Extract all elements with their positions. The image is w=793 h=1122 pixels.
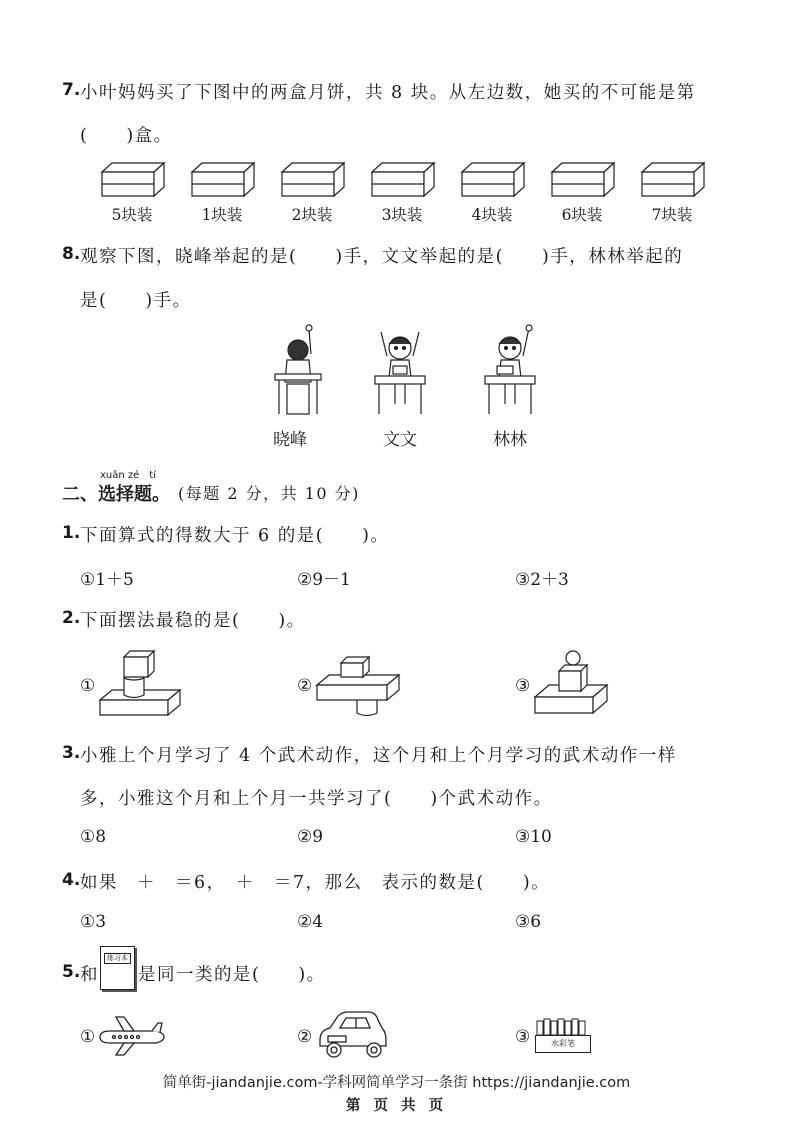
airplane-icon: [98, 1015, 168, 1055]
student-name-linlin: 林林: [493, 430, 527, 450]
box-label-3: 2块装: [291, 206, 333, 224]
choice-4-option-2: ②4: [297, 912, 324, 932]
notebook-icon: [100, 946, 135, 990]
watercolor-pens-icon: [535, 1017, 591, 1053]
box-label-7: 7块装: [651, 206, 693, 224]
watercolor-pens-label: 水彩笔: [535, 1035, 591, 1053]
mooncake-box-drawings: [0, 160, 793, 240]
choice-2-text: 下面摆法最稳的是( )。: [80, 611, 306, 631]
choice-3-number: 3.: [62, 743, 81, 763]
choice-1-option-3: ③2＋3: [515, 570, 569, 590]
stacking-arrangements-illustration: [95, 645, 715, 725]
footer-page-number: 第 页 共 页: [345, 1098, 448, 1114]
choice-5-marker-2: ②: [297, 1027, 313, 1047]
choice-1-text: 下面算式的得数大于 6 的是( )。: [80, 526, 390, 546]
choice-2-marker-1: ①: [80, 676, 96, 696]
question-8-blank-line: 是( )手。: [80, 291, 192, 311]
choice-5-number: 5.: [62, 962, 81, 982]
choice-4-option-1: ①3: [80, 912, 107, 932]
box-label-2: 1块装: [201, 206, 243, 224]
student-name-xiaofeng: 晓峰: [273, 430, 307, 450]
choice-1-option-1: ①1＋5: [80, 570, 134, 590]
choice-4-number: 4.: [62, 870, 81, 890]
notebook-label: 练习本: [104, 953, 131, 964]
section-2-pinyin: xuǎn zé tí: [100, 470, 157, 481]
choice-1-option-2: ②9－1: [297, 570, 351, 590]
box-label-6: 6块装: [561, 206, 603, 224]
pens-row-icon: [535, 1017, 591, 1037]
toy-car-icon: [316, 1010, 388, 1060]
choice-5-marker-1: ①: [80, 1027, 96, 1047]
footer-source: 简单街-jiandanjie.com-学科网简单学习一条街 https://jiandanjie.com: [162, 1075, 631, 1091]
choice-3-option-3: ③10: [515, 827, 552, 847]
choice-5-marker-3: ③: [515, 1027, 531, 1047]
box-label-1: 5块装: [111, 206, 153, 224]
box-label-4: 3块装: [381, 206, 423, 224]
choice-3-option-2: ②9: [297, 827, 324, 847]
question-8-number: 8.: [62, 244, 81, 264]
choice-3-option-1: ①8: [80, 827, 107, 847]
question-7-blank-line: ( )盒。: [80, 126, 173, 146]
question-8-text: 观察下图，晓峰举起的是( )手，文文举起的是( )手，林林举起的: [80, 247, 684, 267]
choice-2-number: 2.: [62, 608, 81, 628]
choice-3-blank-line: 多，小雅这个月和上个月一共学习了( )个武术动作。: [80, 789, 553, 809]
section-2-title: 二、选择题。: [62, 484, 170, 505]
choice-4-option-3: ③6: [515, 912, 542, 932]
choice-1-number: 1.: [62, 523, 81, 543]
choice-5-text-post: 是同一类的是( )。: [138, 965, 326, 985]
box-label-5: 4块装: [471, 206, 513, 224]
question-7-number: 7.: [62, 80, 81, 100]
choice-2-marker-2: ②: [297, 676, 313, 696]
section-2-note: (每题 2 分，共 10 分): [178, 484, 360, 503]
students-raising-hands-illustration: [265, 322, 565, 422]
choice-5-text-pre: 和: [80, 965, 99, 985]
choice-2-marker-3: ③: [515, 676, 531, 696]
question-7-text: 小叶妈妈买了下图中的两盒月饼，共 8 块。从左边数，她买的不可能是第: [80, 83, 696, 103]
choice-4-text: 如果 ＋ ＝6， ＋ ＝7，那么 表示的数是( )。: [80, 873, 551, 893]
student-name-wenwen: 文文: [383, 430, 417, 450]
choice-3-text: 小雅上个月学习了 4 个武术动作，这个月和上个月学习的武术动作一样: [80, 746, 677, 766]
